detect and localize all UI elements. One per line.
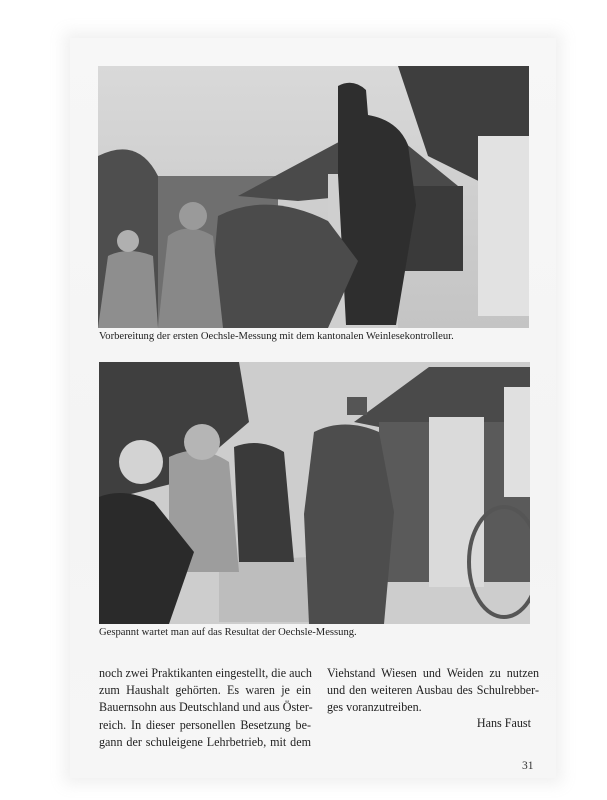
page-number: 31 <box>522 760 534 772</box>
text-line: zum Haushalt gehörten. Es waren je ein <box>99 683 311 698</box>
article-column-left <box>99 665 311 751</box>
text-line: reich. In dieser personellen Besetzung be- <box>99 717 311 732</box>
man-with-hat <box>304 425 394 625</box>
photo-oechsle-waiting <box>99 362 530 624</box>
photo-caption-1: Vorbereitung der ersten Oechsle-Messung mit dem kantonalen Weinlesekontrolleur. <box>99 331 454 342</box>
text-line: gann der schuleigene Lehrbetrieb, mit dem <box>99 734 311 749</box>
barrel-tall <box>429 417 484 587</box>
barrel-right <box>478 136 529 316</box>
woman-smiling-head <box>184 424 220 460</box>
woman-head <box>117 230 139 252</box>
hat <box>347 397 367 415</box>
man-head <box>179 202 207 230</box>
article-author: Hans Faust <box>476 716 531 730</box>
barrel-right <box>504 387 530 497</box>
text-line: ges voranzutreiben. <box>327 700 422 715</box>
man-jacket <box>158 229 223 329</box>
photo-oechsle-preparation <box>98 66 529 328</box>
photo-1-image <box>98 66 529 328</box>
text-line: und den weiteren Ausbau des Schulrebber- <box>327 683 539 698</box>
text-line: Bauernsohn aus Deutschland und aus Öster- <box>99 700 313 715</box>
article-column-right <box>327 665 539 717</box>
old-woman-head <box>119 440 163 484</box>
photo-2-image <box>99 362 530 624</box>
text-line: Viehstand Wiesen und Weiden zu nutzen <box>327 666 539 680</box>
text-line: noch zwei Praktikanten eingestellt, die auch <box>99 666 312 680</box>
photo-caption-2: Gespannt wartet man auf das Resultat der Oechsle-Messung. <box>99 627 357 638</box>
